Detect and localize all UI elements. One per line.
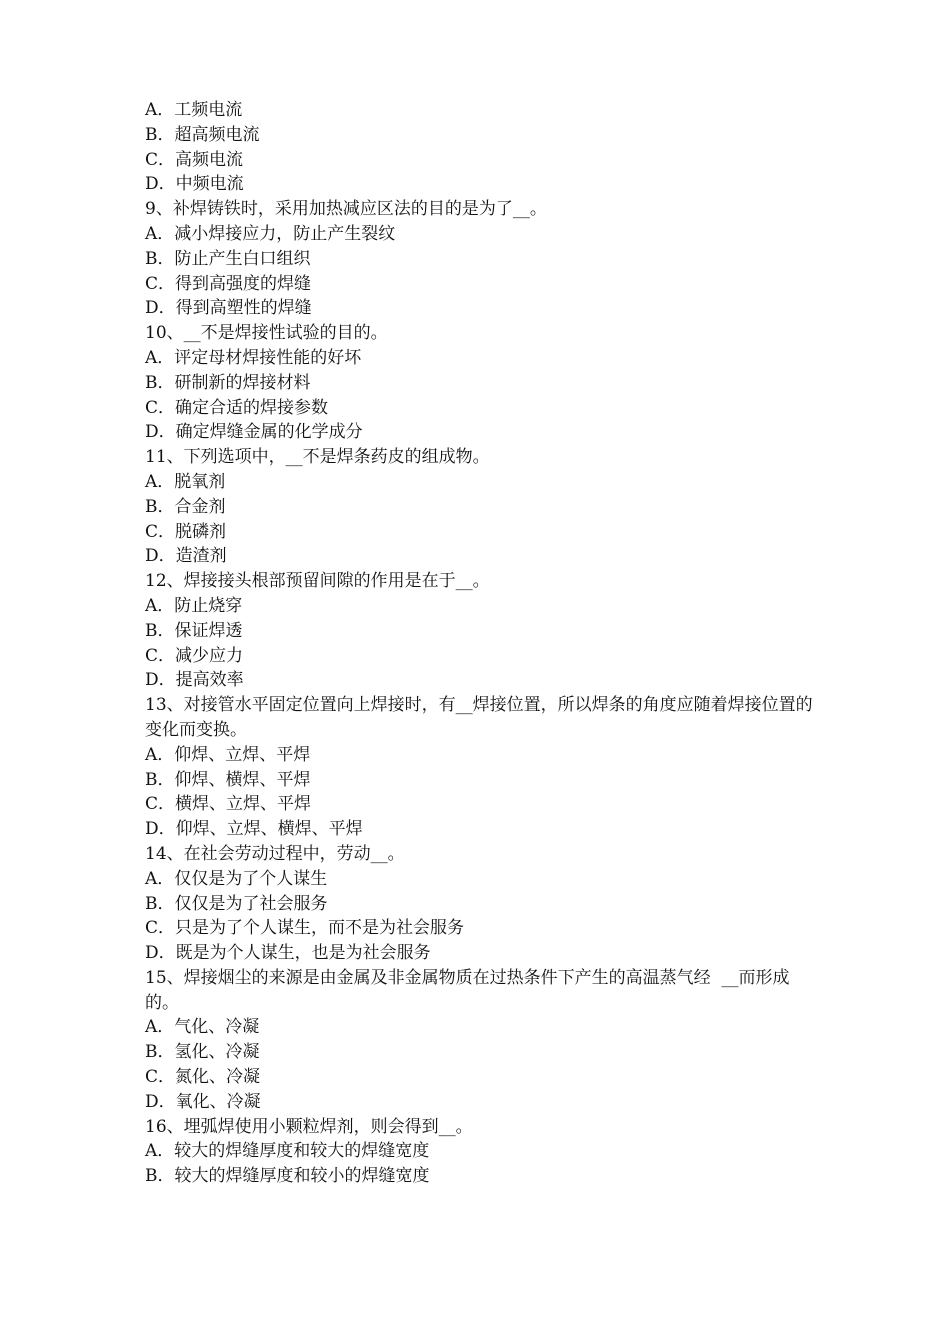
answer-option: C．横焊、立焊、平焊	[145, 794, 312, 815]
question-text: 13、对接管水平固定位置向上焊接时，有__焊接位置，所以焊条的角度应随着焊接位置的变化而变换。	[145, 695, 813, 740]
answer-option: B．超高频电流	[145, 124, 260, 145]
answer-option: C．确定合适的焊接参数	[145, 397, 329, 418]
answer-option: B．氢化、冷凝	[145, 1042, 260, 1063]
answer-option: D．得到高塑性的焊缝	[145, 298, 312, 319]
answer-option: C．高频电流	[145, 149, 244, 170]
answer-option: D．造渣剂	[145, 546, 227, 567]
answer-option: D．提高效率	[145, 670, 244, 691]
answer-option: D．既是为个人谋生，也是为社会服务	[145, 943, 431, 964]
answer-option: B．防止产生白口组织	[145, 248, 311, 269]
question-text: 14、在社会劳动过程中，劳动__。	[145, 843, 405, 864]
answer-option: B．合金剂	[145, 496, 226, 517]
question-text: 11、下列选项中，__不是焊条药皮的组成物。	[145, 447, 490, 468]
answer-option: B．仅仅是为了社会服务	[145, 893, 328, 914]
answer-option: C．减少应力	[145, 645, 244, 666]
answer-option: C．只是为了个人谋生，而不是为社会服务	[145, 918, 465, 939]
question-text: 12、焊接接头根部预留间隙的作用是在于__。	[145, 571, 490, 592]
answer-option: A．减小焊接应力，防止产生裂纹	[145, 223, 396, 244]
answer-option: A．脱氧剂	[145, 471, 226, 492]
answer-option: A．评定母材焊接性能的好坏	[145, 347, 362, 368]
answer-option: B．仰焊、横焊、平焊	[145, 769, 311, 790]
answer-option: A．气化、冷凝	[145, 1017, 260, 1038]
document-body	[145, 98, 815, 1189]
answer-option: A．工频电流	[145, 100, 243, 120]
answer-option: B．保证焊透	[145, 620, 243, 641]
answer-option: C．得到高强度的焊缝	[145, 273, 312, 294]
answer-option: C．氮化、冷凝	[145, 1067, 261, 1088]
answer-option: B．研制新的焊接材料	[145, 372, 311, 393]
answer-option: B．较大的焊缝厚度和较小的焊缝宽度	[145, 1166, 430, 1187]
question-text: 10、__不是焊接性试验的目的。	[145, 323, 388, 344]
answer-option: D．确定焊缝金属的化学成分	[145, 422, 363, 443]
answer-option: A．仅仅是为了个人谋生	[145, 868, 328, 889]
question-text: 15、焊接烟尘的来源是由金属及非金属物质在过热条件下产生的高温蒸气经 __而形成的。	[145, 967, 790, 1013]
answer-option: D．氧化、冷凝	[145, 1091, 261, 1112]
answer-option: A．较大的焊缝厚度和较大的焊缝宽度	[145, 1141, 430, 1162]
answer-option: A．仰焊、立焊、平焊	[145, 744, 311, 765]
answer-option: C．脱磷剂	[145, 521, 227, 542]
question-text: 9、补焊铸铁时，采用加热减应区法的目的是为了__。	[145, 199, 547, 220]
answer-option: D．仰焊、立焊、横焊、平焊	[145, 819, 363, 840]
answer-option: D．中频电流	[145, 174, 244, 195]
answer-option: A．防止烧穿	[145, 595, 243, 616]
question-text: 16、埋弧焊使用小颗粒焊剂，则会得到__。	[145, 1116, 473, 1137]
